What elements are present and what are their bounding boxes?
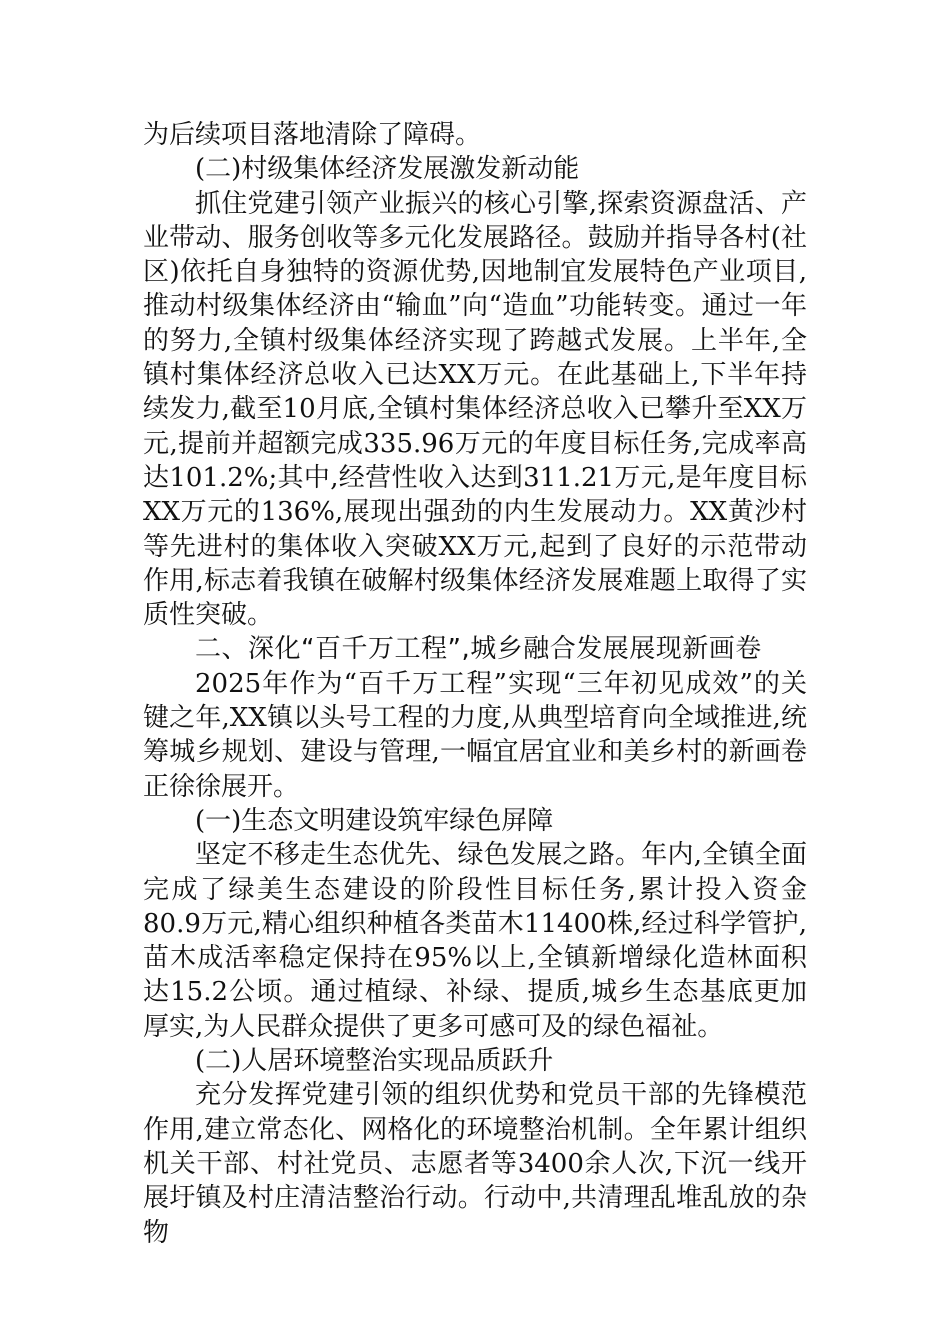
subheading-living-environment: (二)人居环境整治实现品质跃升	[195, 1046, 554, 1077]
subheading-village-economy: (二)村级集体经济发展激发新动能	[195, 154, 580, 185]
paragraph-living-environment: 充分发挥党建引领的组织优势和党员干部的先锋模范作用,建立常态化、网格化的环境整治机制。全年累计组织机关干部、村社党员、志愿者等3400余人次,下沉一线开展圩镇及村庄清洁整治行动。行动中,共清理乱堆乱放的杂物	[143, 1080, 807, 1248]
section-heading-two: 二、深化“百千万工程”,城乡融合发展展现新画卷	[195, 634, 762, 665]
paragraph-continued: 为后续项目落地清除了障碍。	[143, 120, 482, 150]
paragraph-ecology: 坚定不移走生态优先、绿色发展之路。年内,全镇全面完成了绿美生态建设的阶段性目标任务,累计投入资金80.9万元,精心组织种植各类苗木11400株,经过科学管护,苗木成活率稳定保持在95%以上,全镇新增绿化造林面积达15.2公顷。通过植绿、补绿、提质,城乡生态基底更加厚实,为人民群众提供了更多可感可及的绿色福祉。	[143, 840, 807, 1042]
paragraph-village-economy: 抓住党建引领产业振兴的核心引擎,探索资源盘活、产业带动、服务创收等多元化发展路径。鼓励并指导各村(社区)依托自身独特的资源优势,因地制宜发展特色产业项目,推动村级集体经济由“输血”向“造血”功能转变。通过一年的努力,全镇村级集体经济实现了跨越式发展。上半年,全镇村集体经济总收入已达XX万元。在此基础上,下半年持续发力,截至10月底,全镇村集体经济总收入已攀升至XX万元,提前并超额完成335.96万元的年度目标任务,完成率高达101.2%;其中,经营性收入达到311.21万元,是年度目标XX万元的136%,展现出强劲的内生发展动力。XX黄沙村等先进村的集体收入突破XX万元,起到了良好的示范带动作用,标志着我镇在破解村级集体经济发展难题上取得了实质性突破。	[143, 188, 807, 631]
paragraph-project-intro: 2025年作为“百千万工程”实现“三年初见成效”的关键之年,XX镇以头号工程的力度,从典型培育向全域推进,统筹城乡规划、建设与管理,一幅宜居宜业和美乡村的新画卷正徐徐展开。	[143, 668, 807, 802]
subheading-ecology: (一)生态文明建设筑牢绿色屏障	[195, 805, 554, 836]
document-body	[143, 118, 807, 1250]
